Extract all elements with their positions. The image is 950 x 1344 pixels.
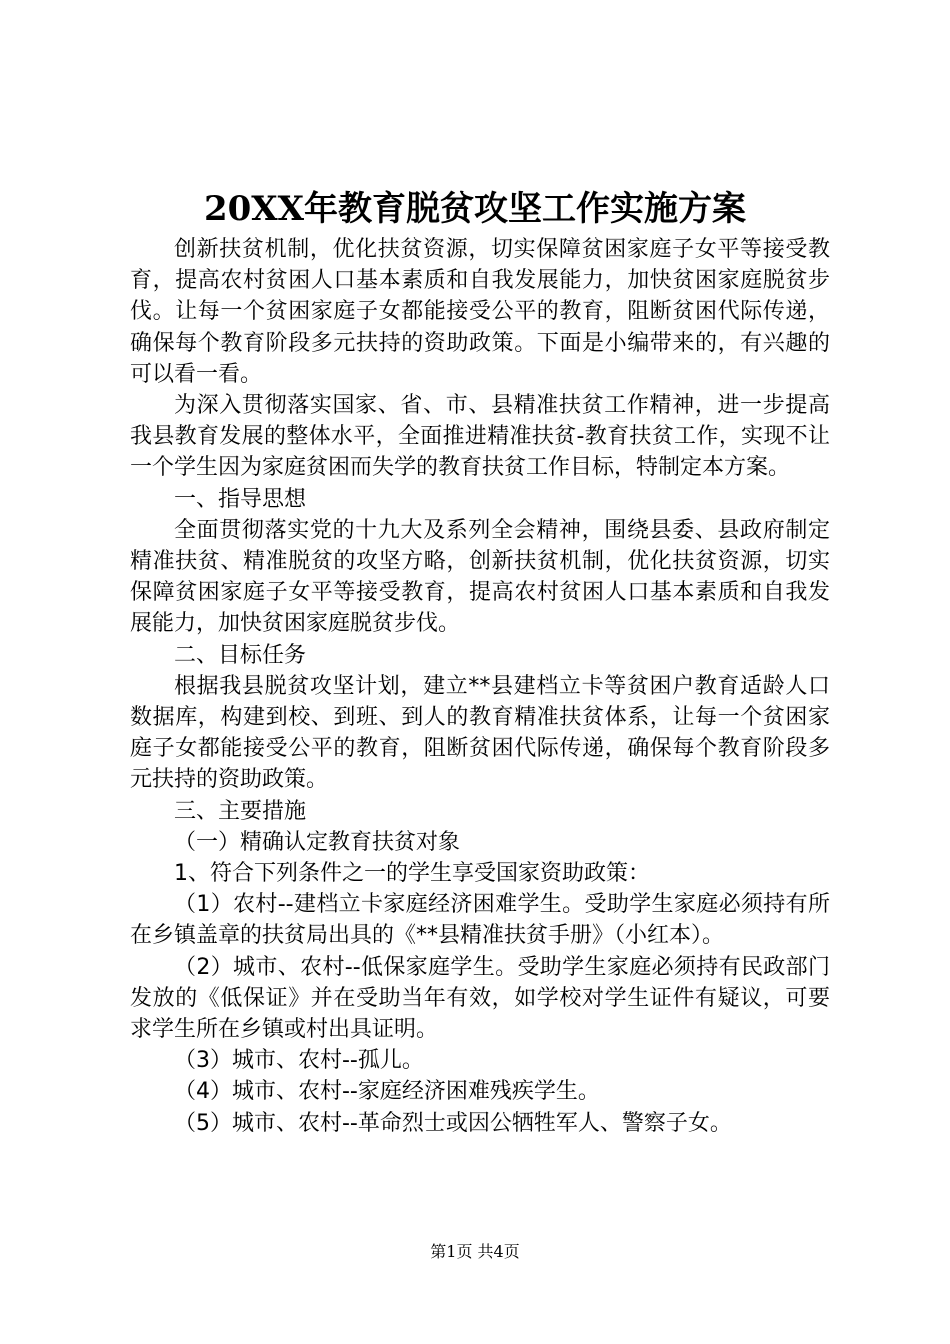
document-body (130, 234, 830, 1139)
list-item: （2）城市、农村--低保家庭学生。受助学生家庭必须持有民政部门发放的《低保证》并在受助当年有效，如学校对学生证件有疑议，可要求学生所在乡镇或村出具证明。 (130, 954, 830, 1043)
section-heading-goals: 二、目标任务 (174, 642, 307, 668)
list-item: （3）城市、农村--孤儿。 (174, 1048, 424, 1074)
subsection-heading-identify-targets: （一）精确认定教育扶贫对象 (174, 829, 461, 855)
paragraph-guiding-ideology: 全面贯彻落实党的十九大及系列全会精神，围绕县委、县政府制定精准扶贫、精准脱贫的攻坚方略，创新扶贫机制，优化扶贫资源，切实保障贫困家庭子女平等接受教育，提高农村贫困人口基本素质和自我发展能力，加快贫困家庭脱贫步伐。 (130, 517, 830, 637)
paragraph-purpose: 为深入贯彻落实国家、省、市、县精准扶贫工作精神，进一步提高我县教育发展的整体水平，全面推进精准扶贫-教育扶贫工作，实现不让一个学生因为家庭贫困而失学的教育扶贫工作目标，特制定本方案。 (130, 393, 830, 481)
list-intro: 1、符合下列条件之一的学生享受国家资助政策： (174, 861, 650, 887)
section-heading-measures: 三、主要措施 (174, 798, 307, 824)
paragraph-goals: 根据我县脱贫攻坚计划，建立**县建档立卡等贫困户教育适龄人口数据库，构建到校、到班、到人的教育精准扶贫体系，让每一个贫困家庭子女都能接受公平的教育，阻断贫困代际传递，确保每个教育阶段多元扶持的资助政策。 (130, 673, 830, 793)
paragraph-intro: 创新扶贫机制，优化扶贫资源，切实保障贫困家庭子女平等接受教育，提高农村贫困人口基本素质和自我发展能力，加快贫困家庭脱贫步伐。让每一个贫困家庭子女都能接受公平的教育，阻断贫困代际传递，确保每个教育阶段多元扶持的资助政策。下面是小编带来的，有兴趣的可以看一看。 (130, 237, 830, 387)
list-item: （4）城市、农村--家庭经济困难残疾学生。 (174, 1079, 600, 1105)
list-item: （1）农村--建档立卡家庭经济困难学生。受助学生家庭必须持有所在乡镇盖章的扶贫局出具的《**县精准扶贫手册》（小红本）。 (130, 892, 830, 949)
document-title: 20XX年教育脱贫攻坚工作实施方案 (203, 189, 747, 229)
page-footer: 第1页 共4页 (430, 1242, 520, 1261)
list-item: （5）城市、农村--革命烈士或因公牺牲军人、警察子女。 (174, 1110, 732, 1136)
section-heading-guiding-ideology: 一、指导思想 (174, 486, 307, 512)
